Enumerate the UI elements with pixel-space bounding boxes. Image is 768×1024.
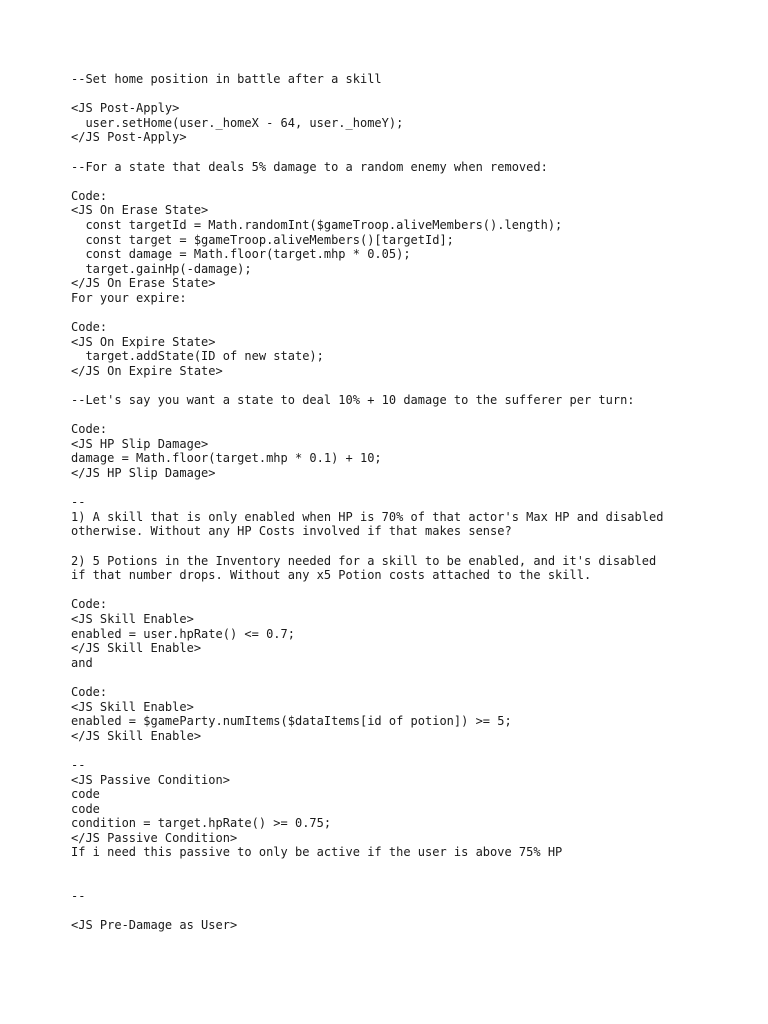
text-line: </JS Passive Condition>: [71, 830, 238, 845]
text-line: [71, 174, 751, 189]
text-line: Code:: [71, 320, 108, 335]
text-line: <JS On Expire State>: [71, 334, 216, 349]
text-line: Code:: [71, 422, 108, 437]
text-line: user.setHome(user._homeX - 64, user._homeY);: [71, 115, 404, 130]
text-line: [71, 145, 751, 160]
text-line: target.addState(ID of new state);: [71, 349, 324, 364]
text-line: </JS HP Slip Damage>: [71, 466, 216, 481]
text-line: condition = target.hpRate() >= 0.75;: [71, 816, 332, 831]
text-line: [71, 87, 751, 102]
text-line: 2) 5 Potions in the Inventory needed for a skill to be enabled, and it's disabled: [71, 553, 657, 568]
text-line: <JS Skill Enable>: [71, 611, 194, 626]
text-line: <JS Passive Condition>: [71, 772, 230, 787]
text-line: [71, 583, 751, 598]
text-line: target.gainHp(-damage);: [71, 261, 252, 276]
text-line: Code:: [71, 597, 108, 612]
text-line: <JS Pre-Damage as User>: [71, 918, 238, 933]
text-line: --: [71, 495, 86, 510]
text-line: [71, 904, 751, 919]
text-line: damage = Math.floor(target.mhp * 0.1) + 10;: [71, 451, 382, 466]
text-line: --: [71, 757, 86, 772]
text-line: --Set home position in battle after a skill: [71, 72, 382, 86]
text-line: [71, 481, 751, 496]
text-line: Code:: [71, 188, 108, 203]
text-line: </JS On Expire State>: [71, 363, 223, 378]
text-line: otherwise. Without any HP Costs involved if that makes sense?: [71, 524, 512, 539]
text-line: enabled = $gameParty.numItems($dataItems[id of potion]) >= 5;: [71, 714, 512, 729]
text-line: --For a state that deals 5% damage to a random enemy when removed:: [71, 159, 548, 174]
text-line: --: [71, 889, 86, 904]
text-line: [71, 860, 751, 875]
text-line: <JS Post-Apply>: [71, 101, 180, 116]
text-line: if that number drops. Without any x5 Potion costs attached to the skill.: [71, 568, 592, 583]
text-line: </JS On Erase State>: [71, 276, 216, 291]
text-line: code: [71, 787, 100, 802]
document-body: [71, 72, 751, 933]
text-line: code: [71, 801, 100, 816]
text-line: const damage = Math.floor(target.mhp * 0.05);: [71, 247, 411, 262]
text-line: 1) A skill that is only enabled when HP is 70% of that actor's Max HP and disabled: [71, 509, 664, 524]
text-line: enabled = user.hpRate() <= 0.7;: [71, 626, 295, 641]
text-line: </JS Skill Enable>: [71, 641, 202, 656]
text-line: For your expire:: [71, 290, 187, 305]
text-line: [71, 743, 751, 758]
text-line: and: [71, 655, 93, 670]
text-line: const target = $gameTroop.aliveMembers()[targetId];: [71, 232, 454, 247]
text-line: If i need this passive to only be active if the user is above 75% HP: [71, 845, 563, 860]
text-line: --Let's say you want a state to deal 10% + 10 damage to the sufferer per turn:: [71, 393, 635, 408]
text-line: [71, 670, 751, 685]
text-line: const targetId = Math.randomInt($gameTroop.aliveMembers().length);: [71, 217, 563, 232]
text-line: </JS Post-Apply>: [71, 130, 187, 145]
text-line: [71, 408, 751, 423]
text-line: </JS Skill Enable>: [71, 728, 202, 743]
text-line: [71, 875, 751, 890]
text-line: <JS HP Slip Damage>: [71, 436, 209, 451]
text-line: [71, 539, 751, 554]
text-line: Code:: [71, 684, 108, 699]
text-line: <JS On Erase State>: [71, 203, 209, 218]
text-line: <JS Skill Enable>: [71, 699, 194, 714]
text-line: [71, 378, 751, 393]
text-line: [71, 306, 751, 321]
